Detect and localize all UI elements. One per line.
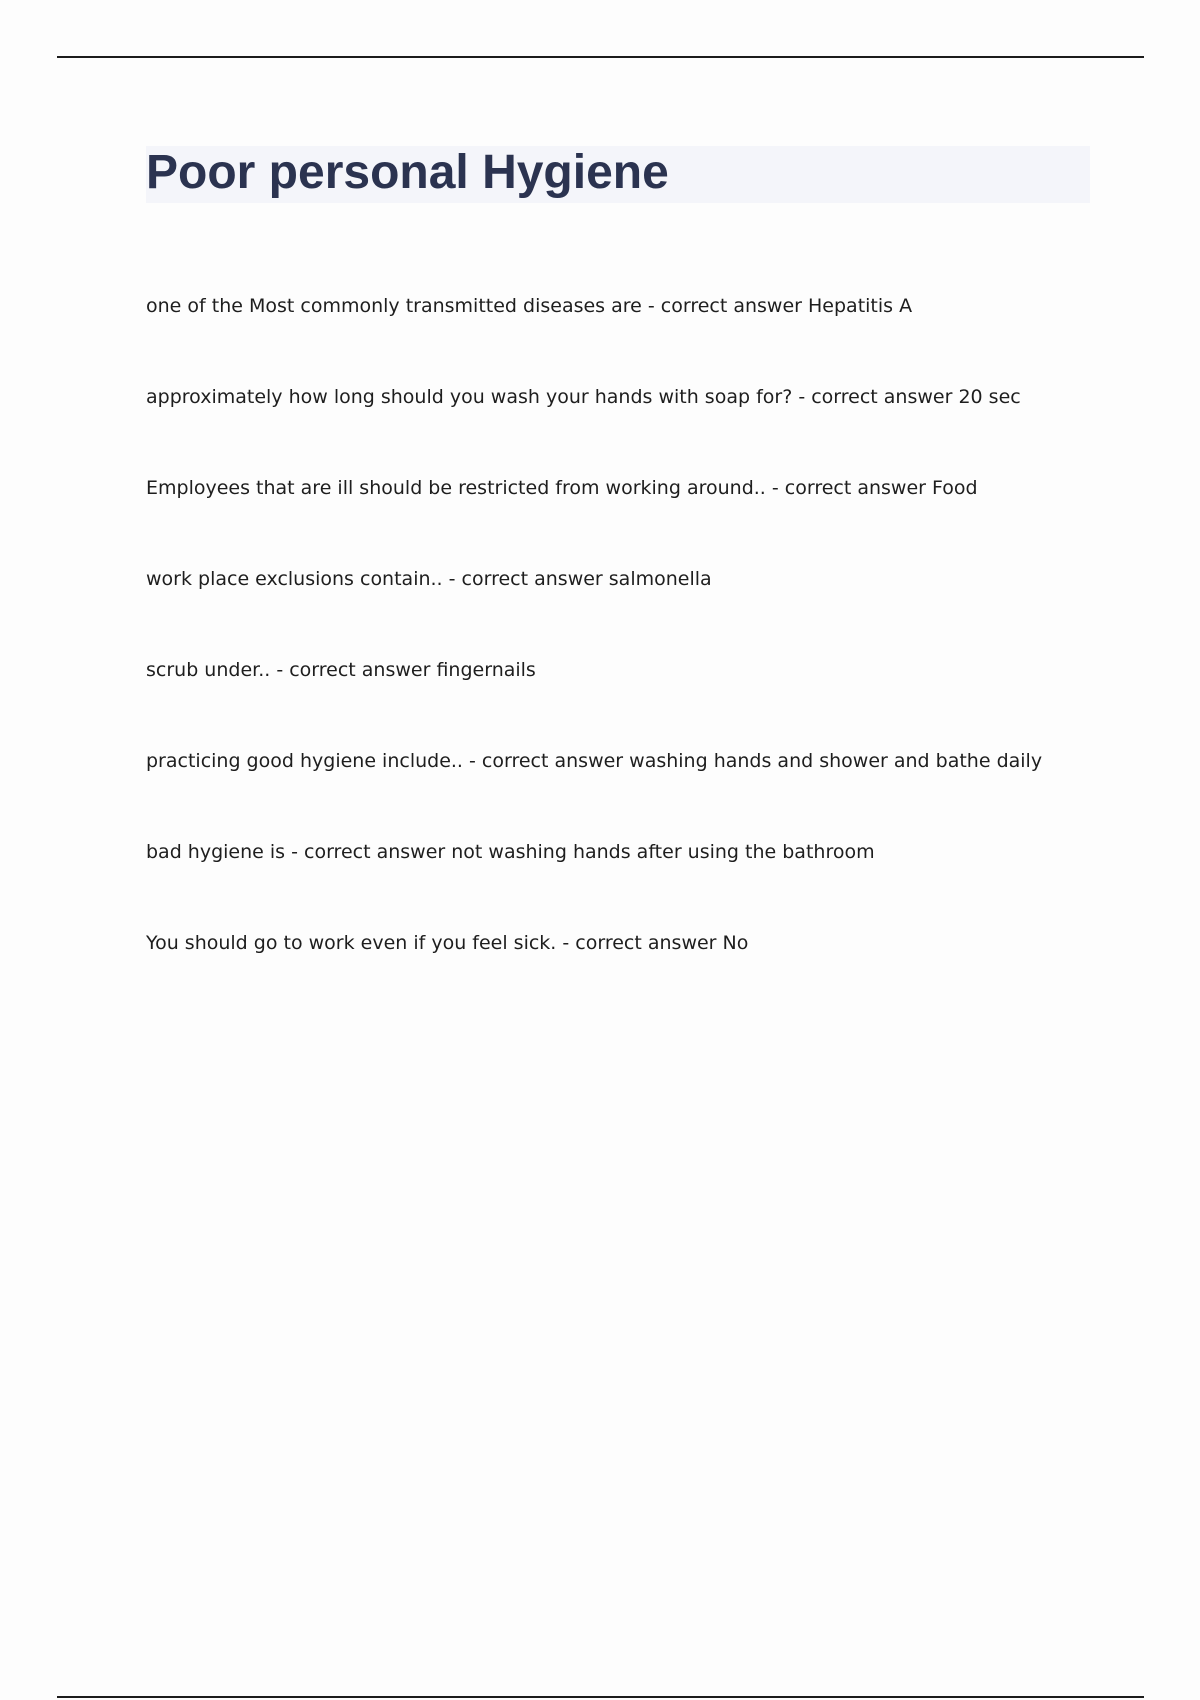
question-text: bad hygiene is (146, 841, 286, 863)
answer-text: No (722, 932, 749, 954)
qa-item (146, 747, 1106, 838)
question-text: work place exclusions contain.. (146, 568, 443, 590)
qa-item (146, 292, 1106, 383)
qa-item (146, 838, 1106, 929)
page-title: Poor personal Hygiene (146, 146, 669, 199)
answer-separator: - correct answer (462, 750, 630, 772)
question-text: approximately how long should you wash your hands with soap for? (146, 386, 793, 408)
answer-text: Food (932, 477, 978, 499)
answer-separator: - correct answer (556, 932, 723, 954)
answer-separator: - correct answer (442, 568, 609, 590)
bottom-divider (57, 1696, 1144, 1698)
answer-separator: - correct answer (285, 841, 452, 863)
answer-text: fingernails (436, 659, 536, 681)
question-text: practicing good hygiene include.. (146, 750, 463, 772)
qa-item (146, 656, 1106, 747)
qa-item (146, 383, 1106, 474)
answer-text: not washing hands after using the bathroom (451, 841, 875, 863)
question-text: Employees that are ill should be restricted from working around.. (146, 477, 766, 499)
answer-text: salmonella (608, 568, 712, 590)
top-divider (57, 56, 1144, 58)
answer-separator: - correct answer (641, 295, 809, 317)
qa-item (146, 565, 1106, 656)
question-text: one of the Most commonly transmitted diseases are (146, 295, 642, 317)
qa-item (146, 474, 1106, 565)
answer-separator: - correct answer (270, 659, 437, 681)
question-text: You should go to work even if you feel sick. (146, 932, 557, 954)
qa-list (146, 292, 1106, 1020)
answer-separator: - correct answer (765, 477, 933, 499)
answer-text: washing hands and shower and bathe daily (629, 750, 1043, 772)
answer-text: 20 sec (958, 386, 1021, 408)
question-text: scrub under.. (146, 659, 271, 681)
qa-item (146, 929, 1106, 1020)
answer-text: Hepatitis A (808, 295, 913, 317)
answer-separator: - correct answer (792, 386, 959, 408)
